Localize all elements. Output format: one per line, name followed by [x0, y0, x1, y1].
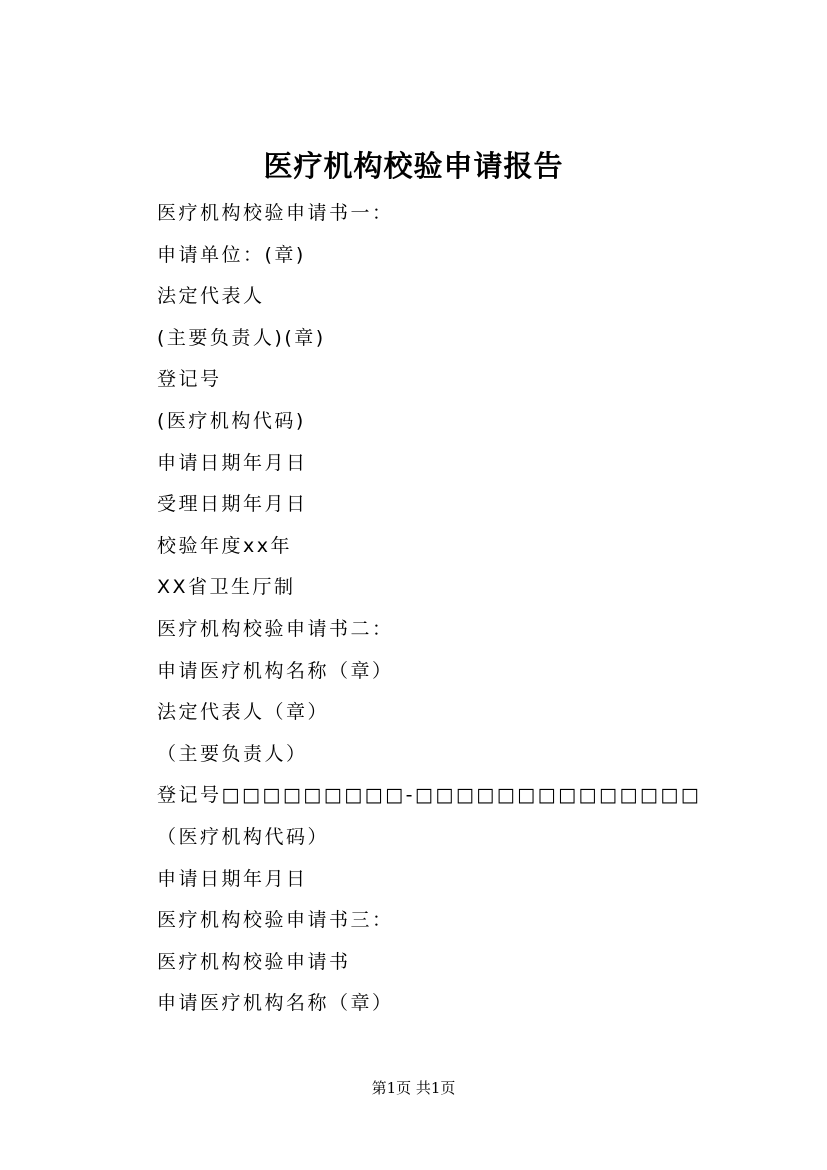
- page-footer: 第1页 共1页: [371, 1079, 456, 1097]
- body-line: 医疗机构校验申请书二：: [157, 617, 394, 640]
- body-line: 校验年度xx年: [157, 534, 292, 557]
- body-line: （主要负责人）: [157, 742, 308, 765]
- document-title: 医疗机构校验申请报告: [263, 149, 564, 183]
- body-line: 申请日期年月日: [157, 867, 308, 890]
- body-line: 申请日期年月日: [157, 451, 308, 474]
- body-line: 医疗机构校验申请书三：: [157, 909, 394, 932]
- body-line: 登记号□□□□□□□□□-□□□□□□□□□□□□□□: [157, 784, 702, 807]
- body-line: 医疗机构校验申请书: [157, 950, 351, 973]
- body-line: 申请医疗机构名称（章）: [157, 659, 394, 682]
- body-line: 法定代表人（章）: [157, 701, 330, 724]
- body-line: 申请单位：(章): [157, 243, 306, 266]
- body-line: (医疗机构代码): [157, 409, 306, 432]
- body-line: 受理日期年月日: [157, 493, 308, 516]
- body-line: （医疗机构代码）: [157, 825, 330, 848]
- body-line: 医疗机构校验申请书一：: [157, 202, 394, 224]
- body-line: 法定代表人: [157, 285, 265, 308]
- body-line: 申请医疗机构名称（章）: [157, 992, 394, 1015]
- document-body: [157, 193, 777, 1025]
- body-line: 登记号: [157, 368, 222, 391]
- body-line: XX省卫生厅制: [157, 576, 296, 599]
- body-line: (主要负责人)(章): [157, 326, 326, 349]
